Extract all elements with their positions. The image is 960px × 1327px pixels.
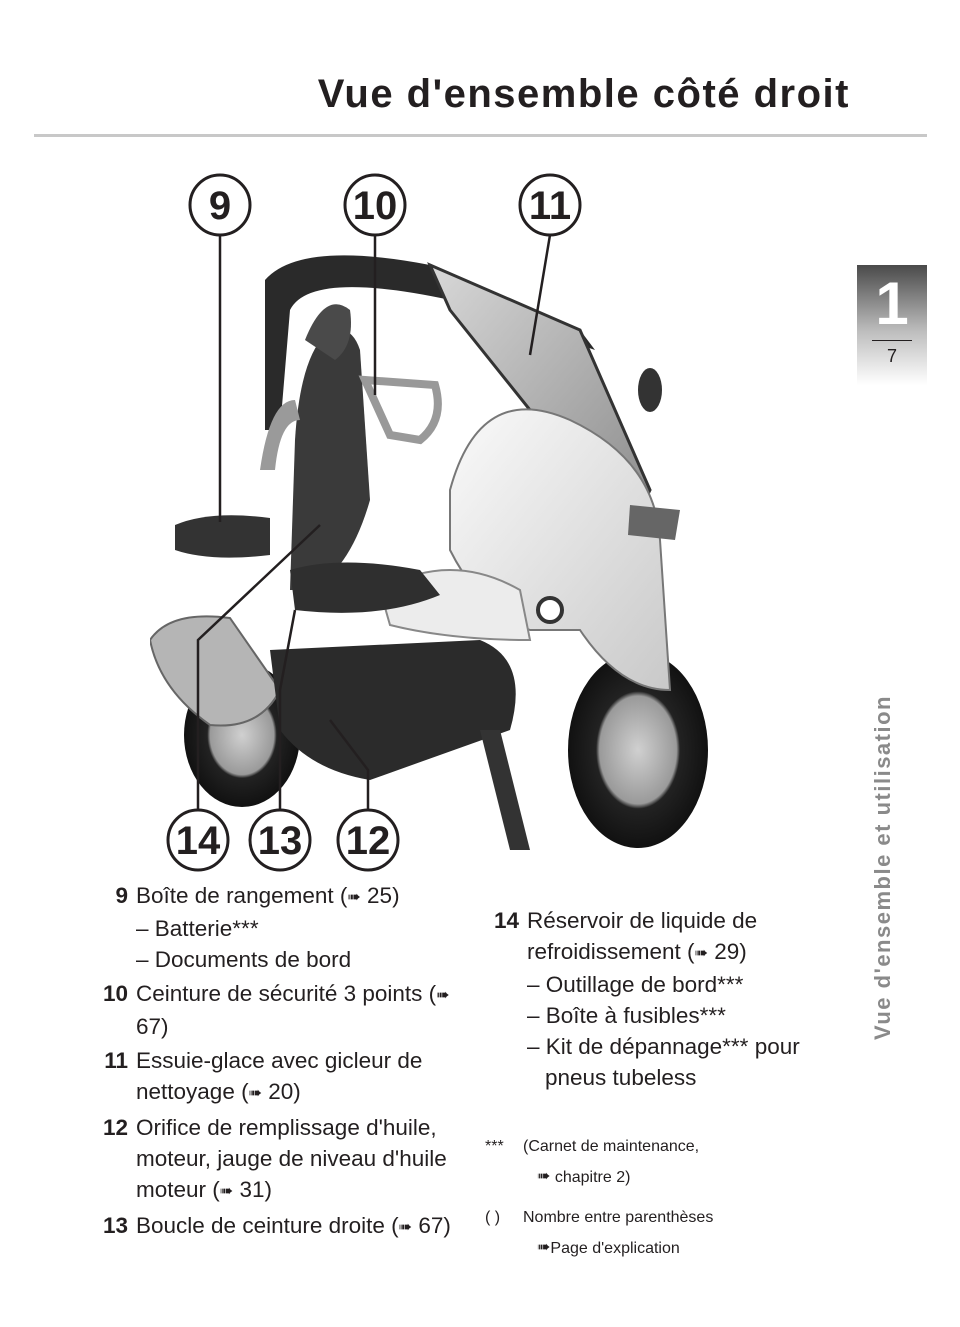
page-number: 7 — [886, 346, 897, 366]
callout-9 — [190, 175, 250, 522]
page-reference-arrow-icon: ➠ — [347, 889, 361, 906]
bmw-logo — [538, 598, 562, 622]
footnote-parentheses: ( ) Nombre entre parenthèses ➠Page d'explication — [485, 1203, 885, 1264]
legend-item-14: 14 Réservoir de liquide de refroidissement (➠ 29) – Outillage de bord*** – Boîte à fusibles*** – Kit de dépannage*** pour pneus tubeless — [485, 905, 865, 1093]
legend-item-10: 10 Ceinture de sécurité 3 points (➠ 67) — [94, 978, 474, 1042]
title-divider — [34, 134, 927, 137]
chapter-divider — [872, 340, 912, 341]
page-reference-arrow-icon: ➠ — [219, 1183, 234, 1200]
callout-10-label: 10 — [352, 184, 398, 228]
legend-item-12: 12 Orifice de remplissage d'huile, moteur, jauge de niveau d'huile moteur (➠ 31) — [94, 1112, 474, 1207]
floorboard — [270, 640, 516, 780]
scooter-illustration — [150, 170, 750, 880]
legend-number: 10 — [102, 981, 128, 1006]
legend-item-11: 11 Essuie-glace avec gicleur de nettoyage (➠ 20) — [94, 1045, 474, 1109]
rear-seat — [175, 515, 270, 557]
callout-11-label: 11 — [528, 184, 572, 228]
legend-number: 13 — [102, 1213, 128, 1238]
page-reference-arrow-icon: ➠ — [398, 1219, 413, 1236]
legend-item-13: 13 Boucle de ceinture droite (➠ 67) — [94, 1210, 474, 1243]
page-reference-arrow-icon: ➠ — [537, 1168, 551, 1185]
footnote-maintenance: *** (Carnet de maintenance, ➠ chapitre 2) — [485, 1132, 885, 1193]
footnote-mark: ( ) — [485, 1209, 501, 1226]
callout-14-label: 14 — [175, 819, 221, 863]
legend-left-column — [94, 880, 474, 1246]
seat-backrest — [290, 330, 370, 590]
legend-number: 11 — [104, 1048, 128, 1073]
footnote-mark: *** — [485, 1138, 504, 1155]
chapter-number: 1 — [875, 270, 909, 337]
legend-right-column — [485, 905, 865, 1096]
callout-13-label: 13 — [257, 819, 303, 863]
legend-number: 9 — [115, 883, 128, 908]
headlight — [628, 505, 680, 540]
legend-number: 14 — [493, 908, 519, 933]
callout-9-label: 9 — [208, 184, 232, 228]
page-reference-arrow-icon: ➠ — [248, 1085, 262, 1102]
legend-number: 12 — [102, 1115, 128, 1140]
mirror — [638, 368, 662, 412]
center-stand — [480, 730, 530, 850]
page-reference-arrow-icon: ➠ — [436, 987, 450, 1004]
page-reference-arrow-icon: ➠ — [537, 1239, 551, 1256]
callout-12-label: 12 — [345, 819, 391, 863]
page-reference-arrow-icon: ➠ — [694, 945, 708, 962]
exhaust — [150, 616, 280, 725]
legend-item-9: 9 Boîte de rangement (➠ 25) – Batterie*** – Documents de bord — [94, 880, 474, 975]
section-side-label: Vue d'ensemble et utilisation — [870, 695, 895, 1040]
page-title: Vue d'ensemble côté droit — [317, 72, 850, 116]
